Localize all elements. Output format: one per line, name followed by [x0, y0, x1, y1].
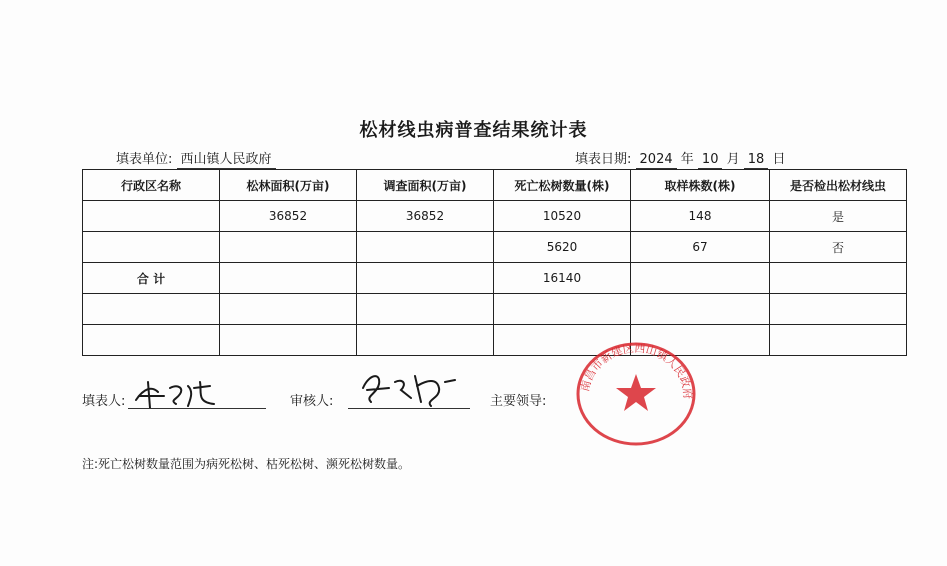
table-cell — [357, 263, 494, 294]
fill-date — [575, 148, 785, 169]
table-cell — [631, 294, 770, 325]
table-cell — [357, 325, 494, 356]
leader-label: 主要领导: — [490, 394, 547, 409]
table-cell — [220, 294, 357, 325]
table-cell: 10520 — [494, 201, 631, 232]
column-header: 松林面积(万亩) — [220, 170, 357, 201]
stamp-text: 南昌市新建区西山镇人民政府 — [578, 341, 695, 400]
date-day-unit: 日 — [772, 152, 786, 167]
table-row — [83, 294, 907, 325]
table-cell: 67 — [631, 232, 770, 263]
table-row — [83, 201, 907, 232]
table-cell — [220, 325, 357, 356]
table-cell — [83, 201, 220, 232]
star-icon — [616, 374, 656, 411]
footnote: 注:死亡松树数量范围为病死松树、枯死松树、濒死松树数量。 — [82, 457, 411, 471]
table-cell: 148 — [631, 201, 770, 232]
date-year-unit: 年 — [680, 152, 694, 167]
table-cell: 16140 — [494, 263, 631, 294]
column-header: 行政区名称 — [83, 170, 220, 201]
table-cell — [631, 263, 770, 294]
column-header: 调查面积(万亩) — [357, 170, 494, 201]
reviewer-label: 审核人: — [290, 394, 334, 409]
reviewer-signature — [355, 368, 465, 410]
table-cell: 36852 — [357, 201, 494, 232]
table-cell — [770, 325, 907, 356]
column-header: 取样株数(株) — [631, 170, 770, 201]
date-month: 10 — [698, 152, 723, 169]
date-month-unit: 月 — [726, 152, 740, 167]
table-cell — [770, 263, 907, 294]
table-row — [83, 325, 907, 356]
date-label: 填表日期: — [575, 152, 632, 167]
table-row — [83, 232, 907, 263]
column-header: 是否检出松材线虫 — [770, 170, 907, 201]
document-title: 松材线虫病普查结果统计表 — [359, 120, 588, 141]
table-cell — [357, 294, 494, 325]
table-cell: 否 — [770, 232, 907, 263]
table-cell: 合 计 — [83, 263, 220, 294]
table-cell — [83, 232, 220, 263]
table-cell — [83, 325, 220, 356]
table-cell: 5620 — [494, 232, 631, 263]
table-cell — [770, 294, 907, 325]
table-cell: 是 — [770, 201, 907, 232]
statistics-table — [82, 169, 907, 356]
unit-label: 填表单位: — [116, 152, 173, 167]
fill-unit — [116, 148, 276, 169]
table-header-row — [83, 170, 907, 201]
reviewer-line — [348, 408, 470, 409]
table-row-total — [83, 263, 907, 294]
table-cell — [83, 294, 220, 325]
date-year: 2024 — [636, 152, 677, 169]
filler-line — [128, 408, 266, 409]
column-header: 死亡松树数量(株) — [494, 170, 631, 201]
table-cell — [357, 232, 494, 263]
table-cell: 36852 — [220, 201, 357, 232]
filler-label: 填表人: — [82, 394, 126, 409]
filler-signature — [130, 378, 230, 412]
unit-value: 西山镇人民政府 — [177, 152, 276, 169]
table-cell — [220, 263, 357, 294]
official-seal-stamp — [568, 338, 702, 446]
table-cell — [494, 294, 631, 325]
date-day: 18 — [744, 152, 769, 169]
table-cell — [220, 232, 357, 263]
